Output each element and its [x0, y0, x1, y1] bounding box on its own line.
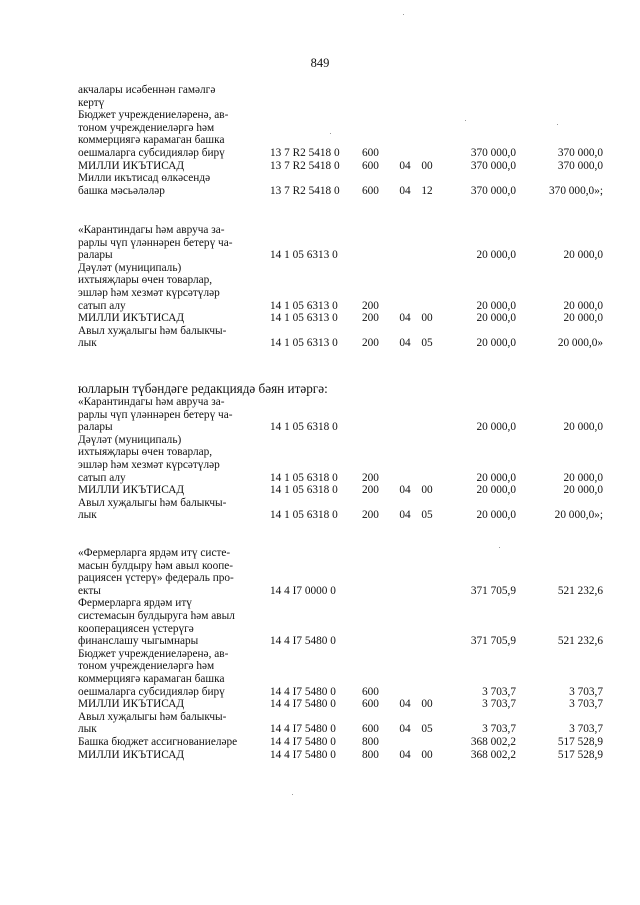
row-title-line: акчалары исәбеннән гамәлгә: [78, 84, 216, 96]
amount-year-1: 20 000,0: [476, 421, 516, 434]
table-row: [0, 749, 640, 762]
row-title-line: коммерциягә карамаган башка: [78, 672, 225, 685]
expense-type: 600: [362, 159, 379, 172]
amount-year-2: 20 000,0: [563, 299, 603, 312]
amount-year-1: 20 000,0: [476, 509, 516, 522]
row-title-line: МИЛЛИ ИКЪТИСАД: [78, 748, 185, 761]
row-title-line: лык: [78, 509, 97, 522]
amount-year-2: 20 000,0: [563, 249, 603, 262]
subsection-code: 00: [421, 698, 433, 711]
amount-year-1: 3 703,7: [482, 698, 516, 711]
row-title-line: «Карантиндагы һәм авруча за-: [78, 224, 225, 236]
table-row: [0, 396, 640, 434]
target-code: 14 4 I7 5480 0: [270, 723, 336, 736]
section-code: 04: [399, 159, 411, 172]
table-row: [0, 109, 640, 159]
target-code: 14 4 I7 5480 0: [270, 635, 336, 648]
scan-speck: [292, 794, 293, 795]
amount-year-1: 371 705,9: [470, 584, 516, 597]
row-title: [78, 698, 256, 711]
target-code: 13 7 R2 5418 0: [270, 184, 340, 197]
target-code: 14 1 05 6313 0: [270, 337, 338, 350]
subsection-code: 05: [421, 337, 433, 350]
page-number: 849: [310, 56, 330, 70]
row-title: [78, 711, 256, 736]
row-title-line: ихтыяҗлары өчен товарлар,: [78, 274, 213, 287]
scan-speck: [557, 124, 558, 125]
amount-year-1: 20 000,0: [476, 471, 516, 484]
row-title-line: лык: [78, 337, 97, 350]
amount-year-2: 521 232,6: [557, 584, 603, 597]
subsection-code: 12: [421, 184, 433, 197]
target-code: 14 1 05 6318 0: [270, 471, 338, 484]
row-title: [78, 749, 256, 762]
scan-speck: [330, 133, 331, 134]
table-row: [0, 547, 640, 597]
amount-year-2: 370 000,0»;: [549, 184, 603, 197]
table-row: [0, 698, 640, 711]
amount-year-1: 370 000,0: [470, 184, 516, 197]
row-title-line: системасын булдыруга һәм авыл: [78, 609, 235, 622]
expense-type: 800: [362, 736, 379, 748]
row-title: [78, 160, 256, 173]
row-title-line: Бюджет учреждениеләренә, ав-: [78, 109, 229, 122]
table-row: [0, 224, 640, 262]
expense-type: 600: [362, 184, 379, 197]
table-row: [0, 84, 640, 109]
row-title-line: Бюджет учреждениеләренә, ав-: [78, 647, 229, 660]
section-code: 04: [399, 698, 411, 711]
amount-year-1: 3 703,7: [482, 685, 516, 698]
row-title-line: лык: [78, 723, 97, 736]
row-title-line: Дәүләт (муниципаль): [78, 433, 182, 446]
row-title-line: коммерциягә карамаган башка: [78, 134, 225, 147]
expense-type: 200: [362, 337, 379, 350]
subsection-code: 05: [421, 509, 433, 522]
row-title-line: Башка бюджет ассигнованиеләре: [78, 736, 238, 748]
subsection-code: 00: [421, 159, 433, 172]
section-code: 04: [399, 484, 411, 497]
target-code: 14 1 05 6318 0: [270, 421, 338, 434]
row-title: [78, 262, 256, 312]
row-title: [78, 84, 256, 109]
table-row: [0, 434, 640, 484]
section-code: 04: [399, 312, 411, 325]
row-title: [78, 736, 256, 749]
row-title-line: рарлы чүп үләннәрен бетерү ча-: [78, 236, 233, 249]
section-code: 04: [399, 509, 411, 522]
row-title-line: финанслашу чыгымнары: [78, 635, 199, 648]
row-title-line: «Фермерларга ярдәм итү систе-: [78, 547, 231, 559]
expense-type: 600: [362, 685, 379, 698]
target-code: 14 4 I7 5480 0: [270, 698, 336, 711]
target-code: 14 4 I7 5480 0: [270, 685, 336, 698]
table-row: [0, 484, 640, 497]
row-title: [78, 597, 256, 647]
expense-type: 200: [362, 509, 379, 522]
target-code: 14 4 I7 5480 0: [270, 736, 336, 748]
row-title: [78, 396, 256, 434]
amount-year-2: 370 000,0: [557, 159, 603, 172]
amount-year-2: 20 000,0: [563, 421, 603, 434]
row-title-line: башка мәсьәләләр: [78, 184, 165, 197]
amount-year-2: 3 703,7: [569, 723, 603, 736]
row-title-line: ралары: [78, 249, 113, 262]
target-code: 14 1 05 6318 0: [270, 484, 338, 497]
row-title-line: ихтыяҗлары өчен товарлар,: [78, 446, 213, 459]
amount-year-1: 20 000,0: [476, 249, 516, 262]
amount-year-2: 517 528,9: [557, 736, 603, 748]
table-row: [0, 648, 640, 698]
subsection-code: 05: [421, 723, 433, 736]
row-title-line: эшләр һәм хезмәт күрсәтүләр: [78, 286, 220, 299]
row-title: [78, 497, 256, 522]
row-title-line: эшләр һәм хезмәт күрсәтүләр: [78, 458, 220, 471]
expense-type: 600: [362, 146, 379, 159]
amount-year-1: 368 002,2: [470, 736, 516, 748]
amount-year-2: 517 528,9: [557, 748, 603, 761]
row-title-line: масын булдыру һәм авыл коопе-: [78, 559, 234, 572]
row-title: [78, 172, 256, 197]
row-title-line: тоном учреждениеләргә һәм: [78, 660, 215, 673]
amount-year-2: 20 000,0»;: [554, 509, 603, 522]
amendment-instruction: юлларын түбәндәге редакциядә бәян итәргә:: [78, 381, 328, 396]
section-code: 04: [399, 748, 411, 761]
amount-year-1: 20 000,0: [476, 312, 516, 325]
row-title-line: сатып алу: [78, 471, 126, 484]
row-title-line: Фермерларга ярдәм итү: [78, 597, 192, 610]
table-row: [0, 262, 640, 312]
scan-speck: [499, 547, 500, 548]
row-title-line: кооперациясен үстерүгә: [78, 622, 194, 635]
expense-type: 200: [362, 471, 379, 484]
amount-year-2: 20 000,0: [563, 471, 603, 484]
target-code: 14 1 05 6313 0: [270, 299, 338, 312]
expense-type: 800: [362, 748, 379, 761]
row-title-line: ралары: [78, 421, 113, 434]
target-code: 14 4 I7 5480 0: [270, 748, 336, 761]
target-code: 14 1 05 6318 0: [270, 509, 338, 522]
row-title-line: МИЛЛИ ИКЪТИСАД: [78, 312, 185, 325]
row-title-line: МИЛЛИ ИКЪТИСАД: [78, 159, 185, 172]
row-title: [78, 109, 256, 159]
section-code: 04: [399, 184, 411, 197]
row-title: [78, 648, 256, 698]
expense-type: 600: [362, 723, 379, 736]
amount-year-1: 20 000,0: [476, 484, 516, 497]
expense-type: 200: [362, 312, 379, 325]
table-row: [0, 325, 640, 350]
row-title-line: рарлы чүп үләннәрен бетерү ча-: [78, 408, 233, 421]
row-title-line: оешмаларга субсидияләр бирү: [78, 685, 225, 698]
section-code: 04: [399, 723, 411, 736]
table-row: [0, 172, 640, 197]
amount-year-2: 3 703,7: [569, 698, 603, 711]
subsection-code: 00: [421, 312, 433, 325]
amount-year-2: 521 232,6: [557, 635, 603, 648]
expense-type: 200: [362, 484, 379, 497]
row-title: [78, 547, 256, 597]
subsection-code: 00: [421, 748, 433, 761]
row-title-line: «Карантиндагы һәм авруча за-: [78, 396, 225, 408]
target-code: 13 7 R2 5418 0: [270, 159, 340, 172]
table-row: [0, 312, 640, 325]
amount-year-1: 3 703,7: [482, 723, 516, 736]
row-title-line: Авыл хуҗалыгы һәм балыкчы-: [78, 710, 227, 723]
row-title-line: кертү: [78, 96, 105, 109]
target-code: 14 1 05 6313 0: [270, 312, 338, 325]
target-code: 13 7 R2 5418 0: [270, 146, 340, 159]
expense-type: 600: [362, 698, 379, 711]
amount-year-1: 370 000,0: [470, 146, 516, 159]
amount-year-1: 371 705,9: [470, 635, 516, 648]
target-code: 14 4 I7 0000 0: [270, 584, 336, 597]
row-title-line: сатып алу: [78, 299, 126, 312]
row-title-line: тоном учреждениеләргә һәм: [78, 121, 215, 134]
row-title: [78, 484, 256, 497]
row-title-line: екты: [78, 584, 101, 597]
table-row: [0, 736, 640, 749]
row-title-line: МИЛЛИ ИКЪТИСАД: [78, 484, 185, 497]
amount-year-1: 20 000,0: [476, 299, 516, 312]
row-title-line: оешмаларга субсидияләр бирү: [78, 146, 225, 159]
scan-speck: [465, 120, 466, 121]
row-title: [78, 325, 256, 350]
table-row: [0, 597, 640, 647]
amount-year-1: 20 000,0: [476, 337, 516, 350]
amount-year-2: 20 000,0»: [557, 337, 603, 350]
table-row: [0, 160, 640, 173]
expense-type: 200: [362, 299, 379, 312]
row-title-line: Милли икътисад өлкәсендә: [78, 172, 211, 185]
row-title-line: Авыл хуҗалыгы һәм балыкчы-: [78, 496, 227, 509]
row-title: [78, 312, 256, 325]
scan-speck: [403, 14, 404, 15]
amount-year-1: 368 002,2: [470, 748, 516, 761]
row-title-line: МИЛЛИ ИКЪТИСАД: [78, 698, 185, 711]
amount-year-1: 370 000,0: [470, 159, 516, 172]
amount-year-2: 3 703,7: [569, 685, 603, 698]
row-title: [78, 434, 256, 484]
target-code: 14 1 05 6313 0: [270, 249, 338, 262]
section-code: 04: [399, 337, 411, 350]
row-title: [78, 224, 256, 262]
table-row: [0, 711, 640, 736]
row-title-line: Авыл хуҗалыгы һәм балыкчы-: [78, 324, 227, 337]
table-row: [0, 497, 640, 522]
row-title-line: Дәүләт (муниципаль): [78, 261, 182, 274]
subsection-code: 00: [421, 484, 433, 497]
amount-year-2: 370 000,0: [557, 146, 603, 159]
amount-year-2: 20 000,0: [563, 312, 603, 325]
row-title-line: рациясен үстерү» федераль про-: [78, 572, 234, 585]
amount-year-2: 20 000,0: [563, 484, 603, 497]
